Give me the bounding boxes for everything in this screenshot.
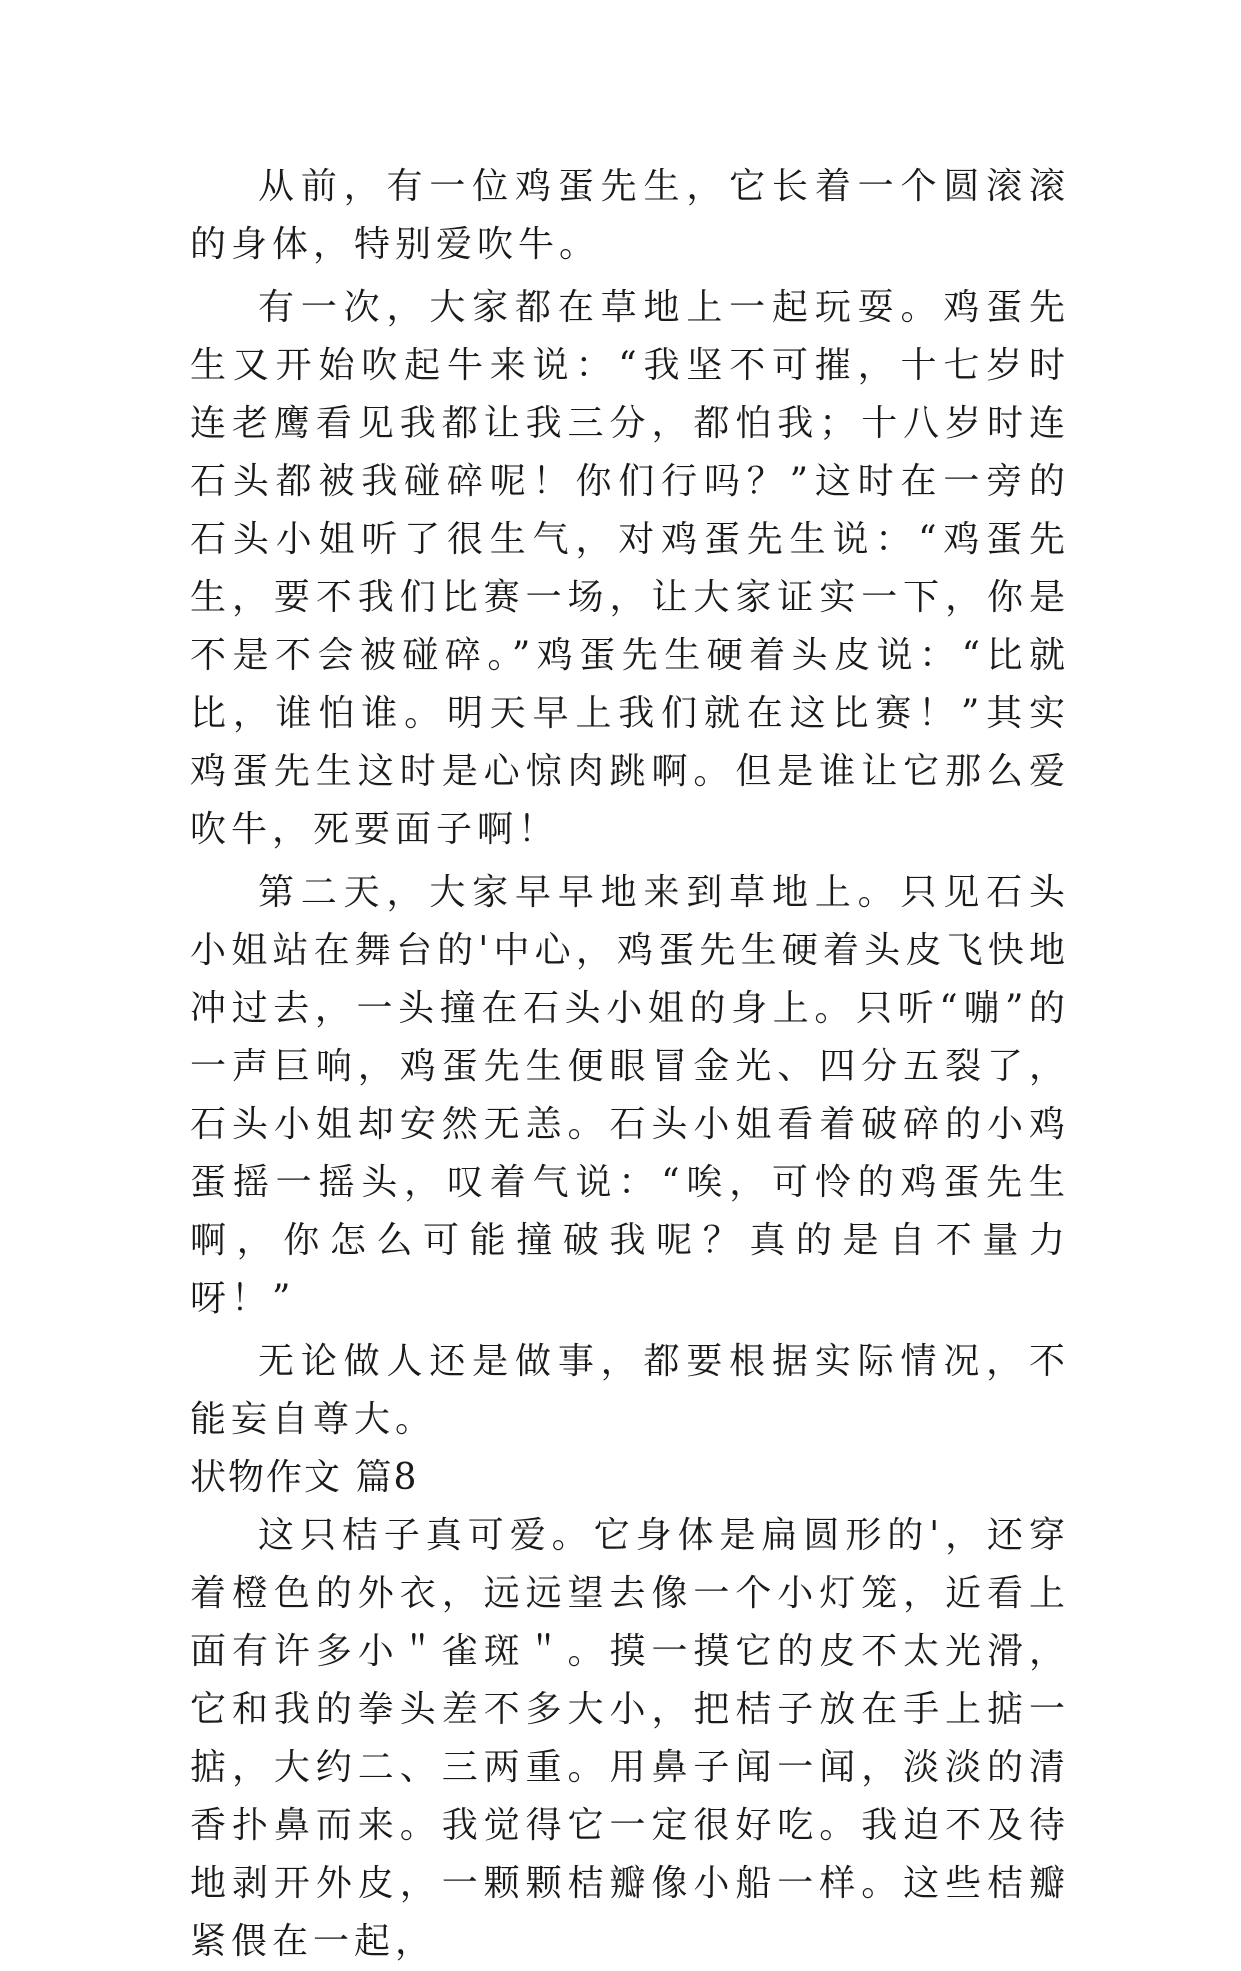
section-paragraph-1: 这只桔子真可爱。它身体是扁圆形的'，还穿着橙色的外衣，远远望去像一个小灯笼，近看上面有许多小＂雀斑＂。摸一摸它的皮不太光滑，它和我的拳头差不多大小，把桔子放在手上掂一掂，大约二、三两重。用鼻子闻一闻，淡淡的清香扑鼻而来。我觉得它一定很好吃。我迫不及待地剥开外皮，一颗颗桔瓣像小船一样。这些桔瓣紧偎在一起， bbox=[190, 1515, 1070, 1962]
paragraph-3: 第二天，大家早早地来到草地上。只见石头小姐站在舞台的'中心，鸡蛋先生硬着头皮飞快地冲过去，一头撞在石头小姐的身上。只听“嘣”的一声巨响，鸡蛋先生便眼冒金光、四分五裂了，石头小姐却安然无恙。石头小姐看着破碎的小鸡蛋摇一摇头，叹着气说：“唉，可怜的鸡蛋先生啊，你怎么可能撞破我呢？真的是自不量力呀！” bbox=[190, 872, 1070, 1319]
paragraph-4: 无论做人还是做事，都要根据实际情况，不能妄自尊大。 bbox=[190, 1341, 1070, 1440]
section-heading: 状物作文 篇8 bbox=[190, 1457, 419, 1498]
document-body bbox=[190, 158, 1070, 1971]
paragraph-1: 从前，有一位鸡蛋先生，它长着一个圆滚滚的身体，特别爱吹牛。 bbox=[190, 166, 1070, 265]
paragraph-2: 有一次，大家都在草地上一起玩耍。鸡蛋先生又开始吹起牛来说：“我坚不可摧，十七岁时连老鹰看见我都让我三分，都怕我；十八岁时连石头都被我碰碎呢！你们行吗？”这时在一旁的石头小姐听了很生气，对鸡蛋先生说：“鸡蛋先生，要不我们比赛一场，让大家证实一下，你是不是不会被碰碎。”鸡蛋先生硬着头皮说：“比就比，谁怕谁。明天早上我们就在这比赛！”其实鸡蛋先生这时是心惊肉跳啊。但是谁让它那么爱吹牛，死要面子啊！ bbox=[190, 287, 1070, 850]
